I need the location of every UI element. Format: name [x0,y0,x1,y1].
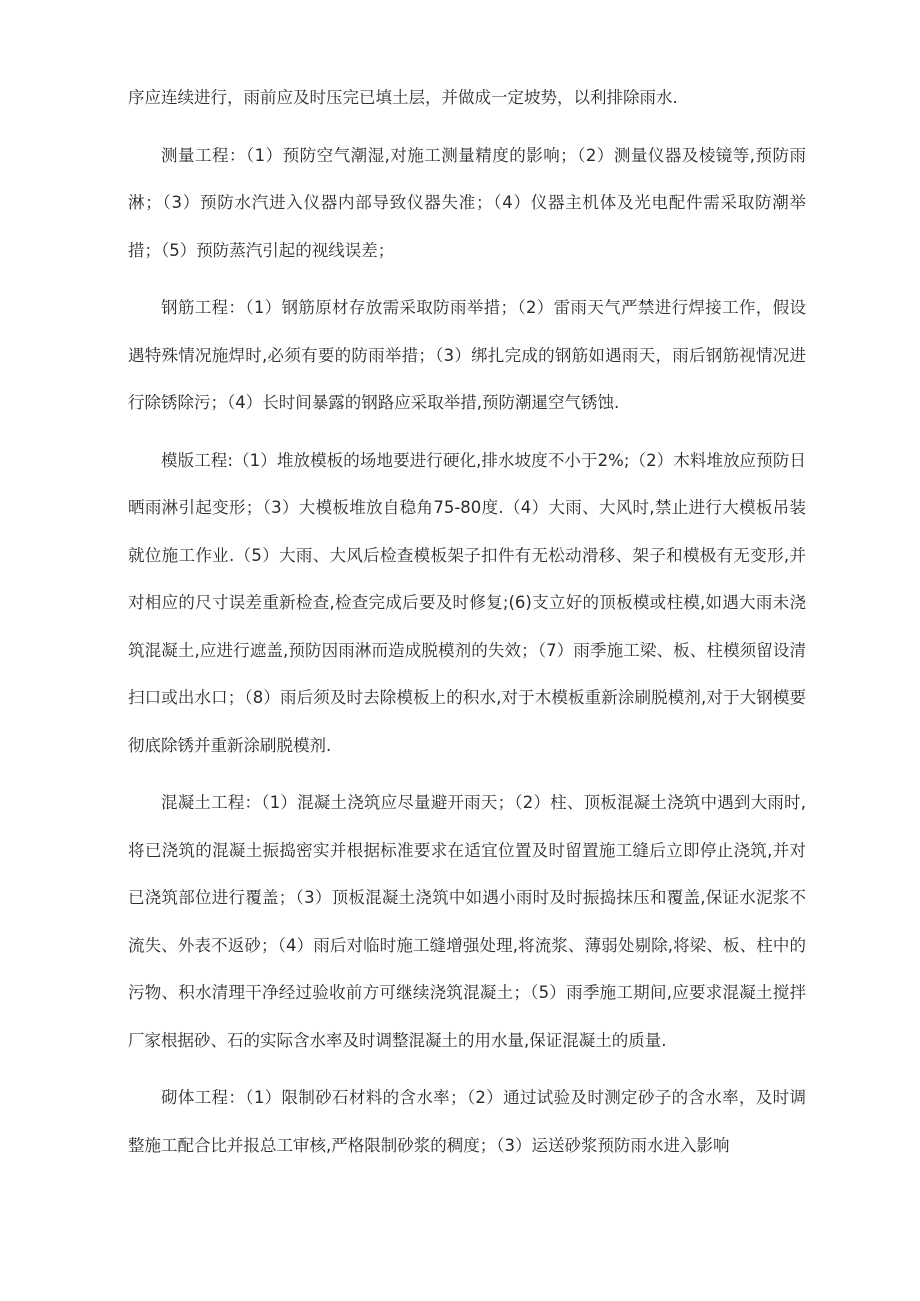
paragraph-rebar-engineering: 钢筋工程：（1）钢筋原材存放需采取防雨举措；（2）雷雨天气严禁进行焊接工作，假设遇特殊情况施焊时,必须有要的防雨举措；（3）绑扎完成的钢筋如遇雨天，雨后钢筋视情况进行除锈除污；（4）长时间暴露的钢路应采取举措,预防潮暹空气锈蚀. [128,298,806,412]
paragraph-survey-engineering: 测量工程：（1）预防空气潮湿,对施工测量精度的影响；（2）测量仪器及棱镜等,预防雨淋；（3）预防水汽进入仪器内部导致仪器失准；（4）仪器主机体及光电配件需采取防潮举措；（5）预防蒸汽引起的视线误差； [128,145,806,260]
paragraph-masonry-engineering: 砌体工程：（1）限制砂石材料的含水率；（2）通过试验及时测定砂子的含水率，及时调整施工配合比并报总工审核,严格限制砂浆的稠度；（3）运送砂浆预防雨水进入影响 [128,1088,806,1155]
paragraph-formwork-engineering: 模版工程:（1）堆放模板的场地要进行硬化,排水坡度不小于2%;（2）木料堆放应预防日晒雨淋引起变形；（3）大模板堆放自稳角75-80度.（4）大雨、大风时,禁止进行大模板吊装就位施工作业.（5）大雨、大风后检查模板架子扣件有无松动滑移、架子和模极有无变形,并对相应的尺寸误差重新检查,检查完成后要及时修复;(6)支立好的顶板模或柱模,如遇大雨未浇筑混凝土,应进行遮盖,预防因雨淋而造成脱模剂的失效；（7）雨季施工梁、板、柱模须留设清扫口或出水口；（8）雨后须及时去除模板上的积水,对于木模板重新涂刷脱模剂,对于大钢模要彻底除锈并重新涂刷脱模剂. [128,450,806,755]
paragraph-continuation: 序应连续进行，雨前应及时压完已填土层，并做成一定坡势，以利排除雨水. [128,88,678,107]
document-body [128,74,806,1179]
paragraph-concrete-engineering: 混凝土工程：（1）混凝土浇筑应尽量避开雨天；（2）柱、顶板混凝土浇筑中遇到大雨时,将已浇筑的混凝土振捣密实并根据标准要求在适宜位置及时留置施工缝后立即停止浇筑,并对已浇筑部位进行覆盖；（3）顶板混凝土浇筑中如遇小雨时及时振捣抹压和覆盖,保证水泥浆不流失、外表不返砂；（4）雨后对临时施工缝增强处理,将流浆、薄弱处剔除,将梁、板、柱中的污物、积水清理干净经过验收前方可继续浇筑混凝土；（5）雨季施工期间,应要求混凝土搅拌厂家根据砂、石的实际含水率及时调整混凝土的用水量,保证混凝土的质量. [128,793,806,1050]
